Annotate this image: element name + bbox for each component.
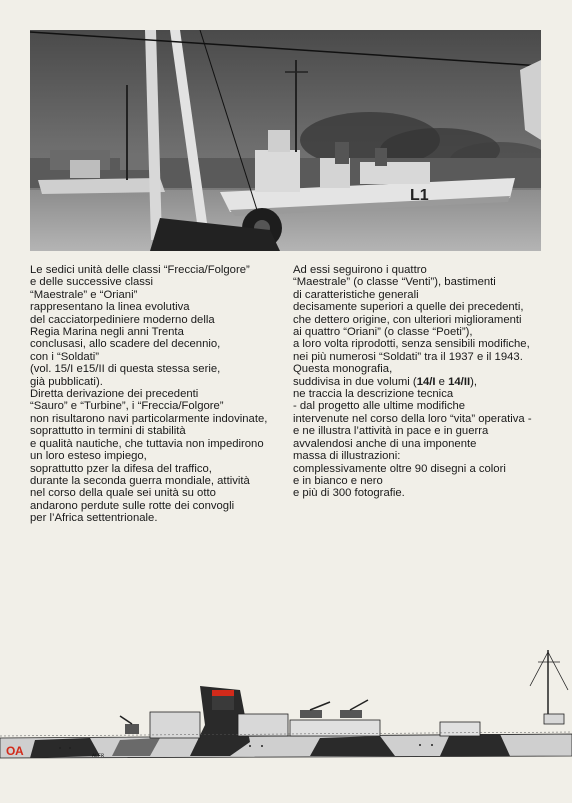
destroyer-photo <box>30 30 541 251</box>
right-text-mid: e <box>435 375 449 388</box>
destroyer-profile-drawing <box>0 630 572 803</box>
destroyer-profile-icon <box>0 630 572 803</box>
intro-text-right <box>293 264 553 500</box>
ship-code-label: OA <box>6 744 24 758</box>
right-text-part1: Ad essi seguirono i quattro “Maestrale” (o classe “Venti”), bastimenti di caratteristiche generali decisamente superiori a quelle dei precedenti, che dettero origine, con ulteriori miglioramenti ai quattro “Oriani” (o classe “Poeti”), a loro volta riprodotti, senza sensibili modifiche, nei più numerosi “Soldati” tra il 1937 e il 1943. Questa monografia, suddivisa in due volumi ( <box>293 264 530 388</box>
volume-2-label: 14/II <box>448 375 471 388</box>
hull-number: L1 <box>410 187 429 204</box>
right-text-part2: ), ne traccia la descrizione tecnica - dal progetto alle ultime modifiche intervenute nel corso della loro “vita” operativa - e ne illustra l’attività in pace e in guerra avvalendosi anche di una imponente massa di illustrazioni: complessivamente oltre 90 disegni a colori e in bianco e nero e più di 300 fotografie. <box>293 375 532 500</box>
volume-1-label: 14/I <box>416 375 436 388</box>
ship-name-label: ALFR <box>92 753 105 759</box>
intro-text-left: Le sedici unità delle classi “Freccia/Folgore” e delle successive classi “Maestrale” e “Oriani” rappresentano la linea evolutiva del cacciatorpediniere moderno della Regia Marina negli anni Trenta conclusasi, allo scadere del decennio, con i “Soldati” (vol. 15/I e15/II di questa stessa serie, già pubblicati). Diretta derivazione dei precedenti “Sauro” e “Turbine”, i “Freccia/Folgore” non risultarono navi particolarmente indovinate, soprattutto in termini di stabilità e qualità nautiche, che tuttavia non impedirono un loro esteso impiego, soprattutto pzer la difesa del traffico, durante la seconda guerra mondiale, attività nel corso della quale sei unità su otto andarono perdute sulle rotte dei convogli per l’Africa settentrionale. <box>30 264 268 525</box>
destroyer-photo-icon <box>30 30 541 251</box>
